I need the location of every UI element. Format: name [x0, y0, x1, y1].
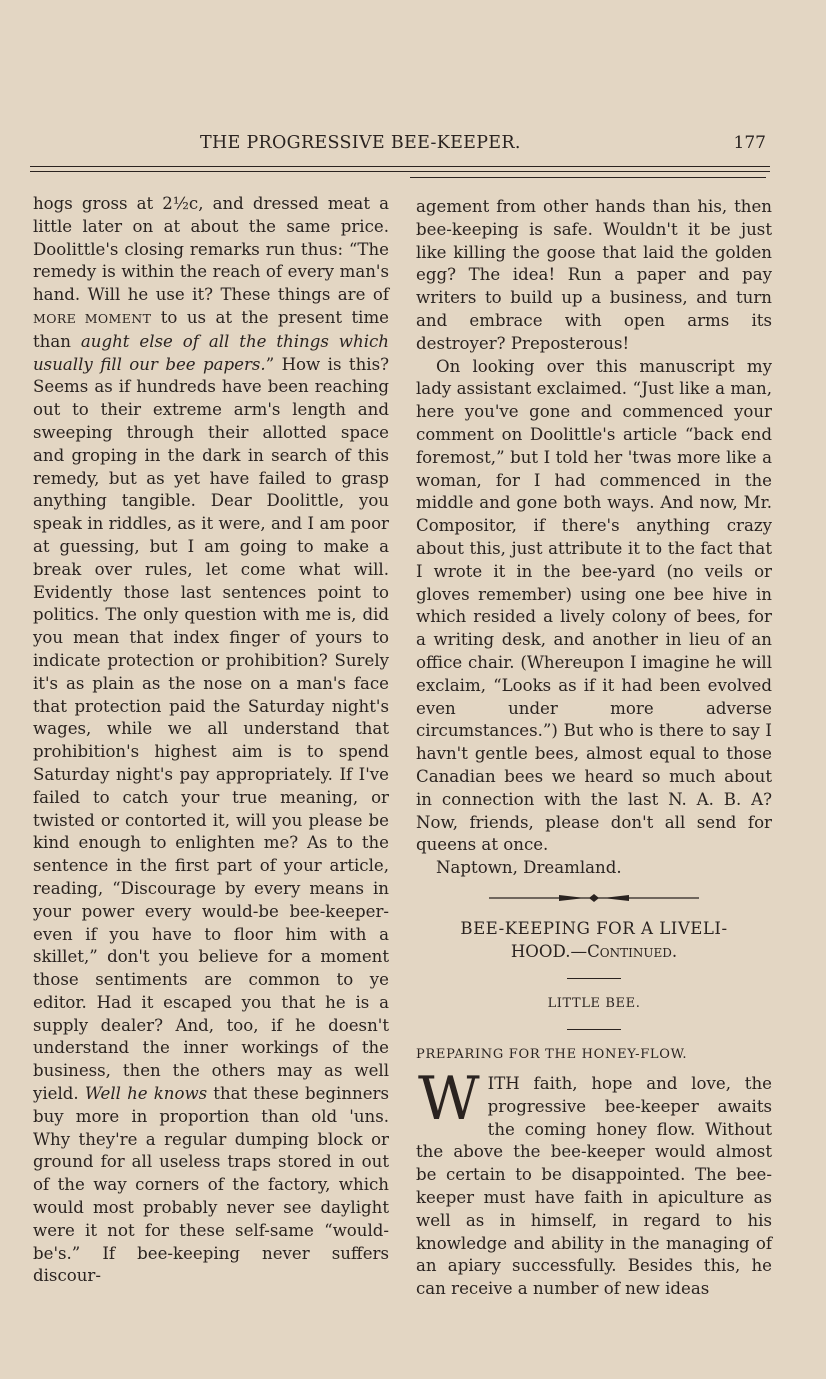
left-column	[33, 193, 389, 1288]
signature-line: Naptown, Dreamland.	[436, 858, 622, 878]
article-opening	[416, 1064, 772, 1301]
page-header	[30, 133, 770, 163]
header-rule-top	[30, 166, 770, 167]
section-divider-ornament	[489, 888, 699, 908]
text-run: ITH faith, hope and love, the progressive bee-keeper awaits the coming honey flow. Without the above the bee-keeper would almost be certain to be disappointed. The bee-keeper must have faith in apiculture as well as in himself, in regard to his knowledge and ability in the managing of an apiary successfully. Besides this, he can receive a number of new ideas	[416, 1074, 772, 1299]
text-run: HOOD.—	[510, 941, 588, 961]
text-run: that these beginners buy more in proportion than old 'uns. Why they're a regular dumping block or ground for all useless traps stored in out of the way corners of the factory, which would most probably never see daylight were it not for these self-same “would-be's.” If bee-keeping never suffers discour-	[33, 1084, 389, 1286]
right-paragraph-1: agement from other hands than his, then bee-keeping is safe. Wouldn't it be just like killing the goose that laid the golden egg? The idea! Run a paper and pay writers to build up a business, and turn and embrace with open arms its destroyer? Preposterous!	[416, 197, 772, 353]
small-caps-emphasis: MORE MOMENT	[33, 310, 152, 326]
continued-label: Continued.	[587, 941, 678, 961]
text-run: hogs gross at 2½c, and dressed meat a little later on at about the same price. Doolittle's closing remarks run thus: “The remedy is within the reach of every man's hand. Will he use it? These things are of	[33, 194, 389, 305]
journal-title: THE PROGRESSIVE BEE-KEEPER.	[200, 133, 521, 153]
header-rule-right	[410, 177, 766, 178]
header-rule-bottom	[30, 171, 770, 172]
text-run: to us at the present time than	[33, 307, 390, 351]
right-column	[416, 196, 772, 1301]
italic-emphasis: Well he knows	[84, 1084, 208, 1104]
byline: LITTLE BEE.	[547, 995, 641, 1011]
page-number: 177	[733, 133, 766, 153]
right-paragraph-2: On looking over this manuscript my lady assistant exclaimed. “Just like a man, here you've gone and commenced your comment on Doolittle's article “back end foremost,” but I told her 'twas more like a woman, for I had commenced in the middle and gone both ways. And now, Mr. Compositor, if there's anything crazy about this, just attribute it to the fact that I wrote it in the bee-yard (no veils or gloves remember) using one bee hive in which resided a lively colony of bees, for a writing desk, and another in lieu of an office chair. (Whereupon I imagine he will exclaim, “Looks as if it had been evolved even under more adverse circumstances.”) But who is there to say I havn't gentle bees, almost equal to those Canadian bees we heard so much about in connection with the last N. A. B. A? Now, friends, please don't all send for queens at once.	[416, 356, 772, 855]
italic-quote: aught else of all the things which usually fill our bee papers.	[33, 331, 389, 374]
section-title-continued	[416, 941, 772, 964]
subheading: PREPARING FOR THE HONEY-FLOW.	[416, 1047, 688, 1063]
drop-cap-letter: W	[418, 1064, 480, 1135]
short-rule	[567, 978, 621, 979]
section-title: BEE-KEEPING FOR A LIVELI-	[460, 918, 728, 938]
text-run: ” How is this? Seems as if hundreds have been reaching out to their extreme arm's length and sweeping through their allotted space and groping in the dark in search of this remedy, but as yet have failed to grasp anything tangible. Dear Doolittle, you speak in riddles, as it were, and I am poor at guessing, but I am going to make a break over rules, let come what will. Evidently those last sentences point to politics. The only question with me is, did you mean that index finger of yours to indicate protection or prohibition? Surely it's as plain as the nose on a man's face that protection paid the Saturday night's wages, while we all understand that prohibition's highest aim is to spend Saturday night's pay appropriately. If I've failed to catch your true meaning, or twisted or contorted it, will you please be kind enough to enlighten me? As to the sentence in the first part of your article, reading, “Discourage by every means in your power every would-be bee-keeper- even if you have to floor him with a skillet,” don't you believe for a moment those sentiments are common to ye editor. Had it escaped you that he is a supply dealer? And, too, if he doesn't understand the inner workings of the business, then the others may as well yield.	[33, 354, 389, 1104]
left-paragraph	[33, 193, 389, 1288]
short-rule	[567, 1029, 621, 1030]
